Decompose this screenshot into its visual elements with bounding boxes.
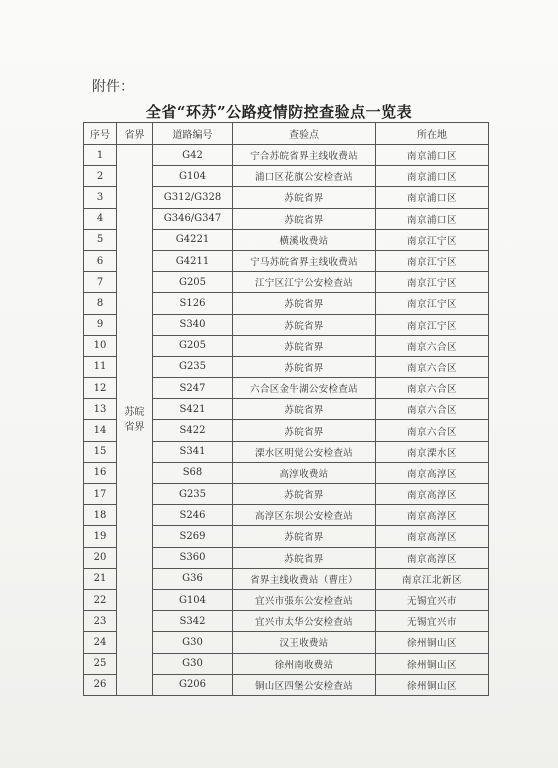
column-header-no: 序号 [84, 123, 117, 145]
checkpoint-location: 徐州铜山区 [376, 674, 489, 695]
row-number: 19 [84, 526, 117, 547]
road-number: S126 [153, 293, 233, 314]
checkpoint-name: 徐州南收费站 [233, 653, 376, 674]
checkpoint-location: 南京江北新区 [376, 568, 489, 589]
road-number: G104 [153, 589, 233, 610]
checkpoint-name: 苏皖省界 [233, 208, 376, 229]
province-border-label: 省界 [124, 421, 145, 433]
checkpoint-location: 南京六合区 [376, 378, 489, 399]
row-number: 24 [84, 632, 117, 653]
road-number: S421 [153, 399, 233, 420]
checkpoint-location: 无锡宜兴市 [376, 589, 489, 610]
table-body [84, 145, 489, 696]
checkpoint-name: 江宁区江宁公安检查站 [233, 272, 376, 293]
checkpoint-name: 宁合苏皖省界主线收费站 [233, 145, 376, 166]
checkpoint-location: 徐州铜山区 [376, 653, 489, 674]
checkpoint-table [83, 122, 489, 696]
road-number: S341 [153, 441, 233, 462]
checkpoint-name: 宁马苏皖省界主线收费站 [233, 250, 376, 271]
column-header-station: 查验点 [233, 123, 376, 145]
road-number: G104 [153, 166, 233, 187]
table-header-row [84, 123, 489, 145]
row-number: 18 [84, 505, 117, 526]
checkpoint-name: 苏皖省界 [233, 547, 376, 568]
checkpoint-name: 苏皖省界 [233, 484, 376, 505]
checkpoint-location: 南京江宁区 [376, 272, 489, 293]
checkpoint-location: 南京六合区 [376, 335, 489, 356]
checkpoint-location: 南京高淳区 [376, 547, 489, 568]
checkpoint-name: 浦口区花旗公安检查站 [233, 166, 376, 187]
row-number: 1 [84, 145, 117, 166]
row-number: 5 [84, 229, 117, 250]
road-number: G235 [153, 484, 233, 505]
row-number: 2 [84, 166, 117, 187]
checkpoint-name: 苏皖省界 [233, 399, 376, 420]
row-number: 9 [84, 314, 117, 335]
road-number: G4211 [153, 250, 233, 271]
province-border-cell [117, 145, 153, 696]
row-number: 6 [84, 250, 117, 271]
road-number: S360 [153, 547, 233, 568]
checkpoint-name: 苏皖省界 [233, 526, 376, 547]
attachment-label: 附件： [92, 79, 134, 95]
column-header-road: 道路编号 [153, 123, 233, 145]
row-number: 11 [84, 356, 117, 377]
road-number: G235 [153, 356, 233, 377]
province-border-label: 苏皖 [124, 406, 145, 418]
row-number: 20 [84, 547, 117, 568]
road-number: S247 [153, 378, 233, 399]
checkpoint-location: 南京六合区 [376, 399, 489, 420]
checkpoint-location: 南京江宁区 [376, 250, 489, 271]
table-row [84, 145, 489, 166]
road-number: S246 [153, 505, 233, 526]
row-number: 13 [84, 399, 117, 420]
row-number: 12 [84, 378, 117, 399]
row-number: 3 [84, 187, 117, 208]
column-header-location: 所在地 [376, 123, 489, 145]
road-number: G42 [153, 145, 233, 166]
road-number: S269 [153, 526, 233, 547]
checkpoint-location: 南京高淳区 [376, 462, 489, 483]
checkpoint-name: 铜山区四堡公安检查站 [233, 674, 376, 695]
row-number: 14 [84, 420, 117, 441]
checkpoint-name: 省界主线收费站（曹庄） [233, 568, 376, 589]
checkpoint-name: 苏皖省界 [233, 293, 376, 314]
road-number: G4221 [153, 229, 233, 250]
row-number: 17 [84, 484, 117, 505]
row-number: 15 [84, 441, 117, 462]
checkpoint-name: 汉王收费站 [233, 632, 376, 653]
checkpoint-location: 南京浦口区 [376, 208, 489, 229]
checkpoint-location: 无锡宜兴市 [376, 611, 489, 632]
road-number: G36 [153, 568, 233, 589]
document-title: 全省“环苏”公路疫情防控查验点一览表 [145, 103, 413, 121]
checkpoint-location: 南京溧水区 [376, 441, 489, 462]
checkpoint-location: 南京高淳区 [376, 526, 489, 547]
checkpoint-location: 南京浦口区 [376, 166, 489, 187]
road-number: S342 [153, 611, 233, 632]
road-number: G205 [153, 272, 233, 293]
row-number: 22 [84, 589, 117, 610]
road-number: G206 [153, 674, 233, 695]
checkpoint-location: 南京江宁区 [376, 314, 489, 335]
row-number: 23 [84, 611, 117, 632]
checkpoint-location: 南京高淳区 [376, 484, 489, 505]
row-number: 26 [84, 674, 117, 695]
checkpoint-name: 横溪收费站 [233, 229, 376, 250]
road-number: S68 [153, 462, 233, 483]
checkpoint-name: 高淳区东坝公安检查站 [233, 505, 376, 526]
row-number: 21 [84, 568, 117, 589]
row-number: 8 [84, 293, 117, 314]
checkpoint-name: 苏皖省界 [233, 420, 376, 441]
checkpoint-location: 南京浦口区 [376, 145, 489, 166]
row-number: 25 [84, 653, 117, 674]
column-header-province: 省界 [117, 123, 153, 145]
checkpoint-name: 苏皖省界 [233, 335, 376, 356]
checkpoint-location: 南京高淳区 [376, 505, 489, 526]
checkpoint-location: 南京浦口区 [376, 187, 489, 208]
checkpoint-name: 溧水区明觉公安检查站 [233, 441, 376, 462]
checkpoint-name: 苏皖省界 [233, 314, 376, 335]
road-number: S340 [153, 314, 233, 335]
checkpoint-name: 宜兴市張东公安检查站 [233, 589, 376, 610]
checkpoint-location: 南京江宁区 [376, 293, 489, 314]
checkpoint-name: 高淳收费站 [233, 462, 376, 483]
row-number: 16 [84, 462, 117, 483]
road-number: S422 [153, 420, 233, 441]
checkpoint-name: 六合区金牛湖公安检查站 [233, 378, 376, 399]
road-number: G312/G328 [153, 187, 233, 208]
road-number: G30 [153, 632, 233, 653]
checkpoint-name: 苏皖省界 [233, 356, 376, 377]
checkpoint-location: 南京六合区 [376, 420, 489, 441]
checkpoint-location: 南京江宁区 [376, 229, 489, 250]
checkpoint-name: 苏皖省界 [233, 187, 376, 208]
road-number: G30 [153, 653, 233, 674]
road-number: G205 [153, 335, 233, 356]
checkpoint-location: 南京六合区 [376, 356, 489, 377]
row-number: 10 [84, 335, 117, 356]
row-number: 7 [84, 272, 117, 293]
road-number: G346/G347 [153, 208, 233, 229]
checkpoint-location: 徐州铜山区 [376, 632, 489, 653]
checkpoint-name: 宜兴市太华公安检查站 [233, 611, 376, 632]
row-number: 4 [84, 208, 117, 229]
